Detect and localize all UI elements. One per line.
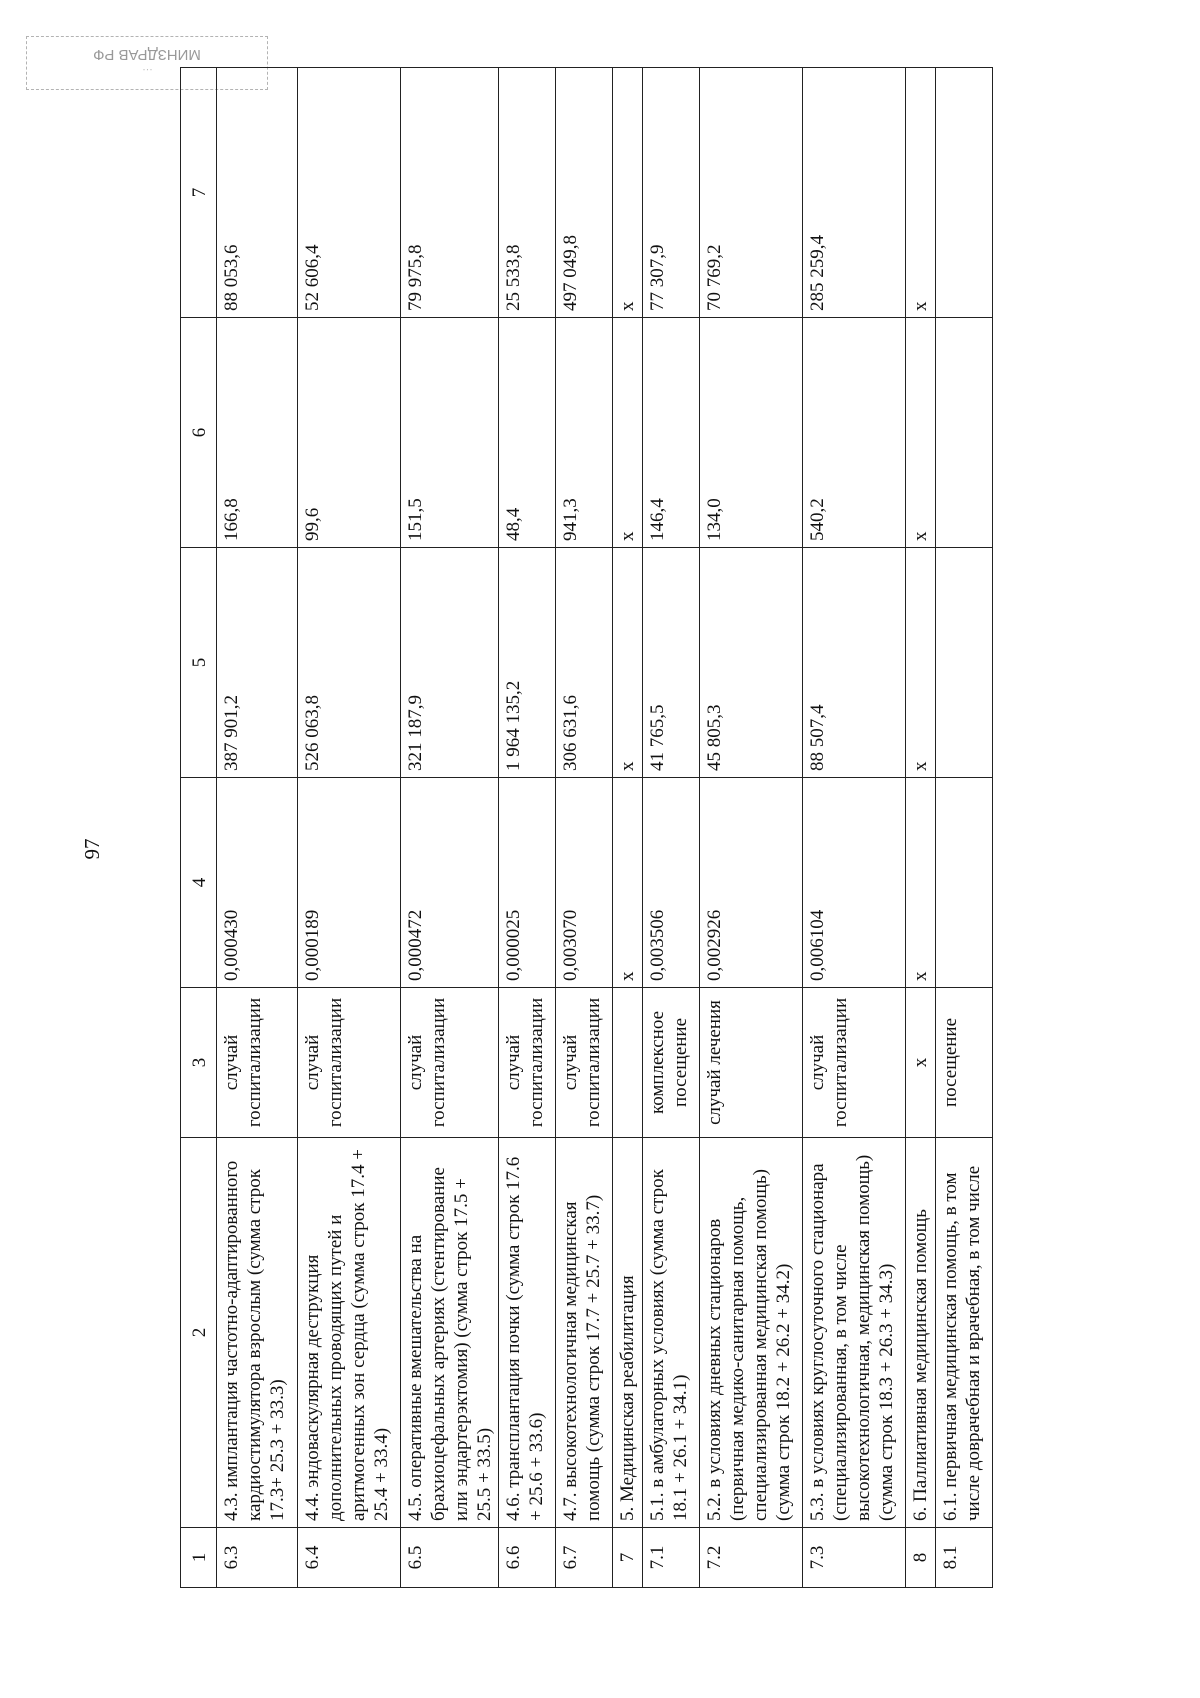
row-unit: случай госпитализации — [217, 988, 298, 1138]
row-unit: х — [906, 988, 936, 1138]
row-name: 4.7. высокотехнологичная медицинская помощь (сумма строк 17.7 + 25.7 + 33.7) — [556, 1138, 613, 1528]
row-unit: случай госпитализации — [298, 988, 401, 1138]
row-name: 4.5. оперативные вмешательства на брахиоцефальных артериях (стентирование или эндартерэктомия) (сумма строк 17.5 + 25.5 + 33.5) — [401, 1138, 499, 1528]
col-header-2: 2 — [181, 1138, 217, 1528]
row-norm: х — [906, 778, 936, 988]
stamp-line-1: … — [141, 66, 153, 78]
row-name: 6. Паллиативная медицинская помощь — [906, 1138, 936, 1528]
table-row — [217, 68, 298, 1588]
row-number: 7.2 — [700, 1528, 803, 1588]
row-name: 4.3. имплантация частотно-адаптированного кардиостимулятора взрослым (сумма строк 17.3+ 25.3 + 33.3) — [217, 1138, 298, 1528]
row-number: 8 — [906, 1528, 936, 1588]
row-unit: случай лечения — [700, 988, 803, 1138]
row-number: 8.1 — [936, 1528, 993, 1588]
table-row — [556, 68, 613, 1588]
row-sum — [936, 68, 993, 318]
row-per-capita: 48,4 — [499, 318, 556, 548]
row-number: 6.7 — [556, 1528, 613, 1588]
row-sum: 52 606,4 — [298, 68, 401, 318]
row-unit: посещение — [936, 988, 993, 1138]
row-norm: 0,003070 — [556, 778, 613, 988]
row-sum: 88 053,6 — [217, 68, 298, 318]
row-per-capita: 166,8 — [217, 318, 298, 548]
row-name: 5.1. в амбулаторных условиях (сумма строк 18.1 + 26.1 + 34.1) — [643, 1138, 700, 1528]
row-norm: 0,000472 — [401, 778, 499, 988]
column-number-row — [181, 68, 217, 1588]
row-number: 6.5 — [401, 1528, 499, 1588]
row-norm: 0,003506 — [643, 778, 700, 988]
row-per-capita: х — [906, 318, 936, 548]
col-header-4: 4 — [181, 778, 217, 988]
row-sum: 79 975,8 — [401, 68, 499, 318]
row-per-capita: 146,4 — [643, 318, 700, 548]
row-per-capita: 151,5 — [401, 318, 499, 548]
row-cost: 387 901,2 — [217, 548, 298, 778]
row-norm: 0,000189 — [298, 778, 401, 988]
row-sum: 497 049,8 — [556, 68, 613, 318]
col-header-1: 1 — [181, 1528, 217, 1588]
row-per-capita — [936, 318, 993, 548]
row-cost: 88 507,4 — [803, 548, 906, 778]
table-row — [401, 68, 499, 1588]
row-cost: 45 805,3 — [700, 548, 803, 778]
row-unit: комплексное посещение — [643, 988, 700, 1138]
row-name: 5.3. в условиях круглосуточного стационара (специализированная, в том числе высокотехнологичная, медицинская помощь) (сумма строк 18.3 + 26.3 + 34.3) — [803, 1138, 906, 1528]
table-row — [613, 68, 643, 1588]
row-cost: х — [906, 548, 936, 778]
row-name: 5.2. в условиях дневных стационаров (первичная медико-санитарная помощь, специализированная медицинская помощь) (сумма строк 18.2 + 26.2 + 34.2) — [700, 1138, 803, 1528]
row-norm — [936, 778, 993, 988]
row-name: 4.6. трансплантация почки (сумма строк 17.6 + 25.6 + 33.6) — [499, 1138, 556, 1528]
row-norm: х — [613, 778, 643, 988]
table-row — [499, 68, 556, 1588]
row-sum: 285 259,4 — [803, 68, 906, 318]
row-cost: х — [613, 548, 643, 778]
stamp-line-2: МИНЗДРАВ РФ — [93, 46, 201, 63]
row-cost: 41 765,5 — [643, 548, 700, 778]
row-number: 7 — [613, 1528, 643, 1588]
table-row — [700, 68, 803, 1588]
row-number: 6.6 — [499, 1528, 556, 1588]
row-cost: 306 631,6 — [556, 548, 613, 778]
row-cost: 1 964 135,2 — [499, 548, 556, 778]
table-row — [936, 68, 993, 1588]
row-norm: 0,006104 — [803, 778, 906, 988]
row-unit: случай госпитализации — [499, 988, 556, 1138]
col-header-5: 5 — [181, 548, 217, 778]
row-norm: 0,002926 — [700, 778, 803, 988]
col-header-7: 7 — [181, 68, 217, 318]
row-sum: х — [906, 68, 936, 318]
row-number: 7.3 — [803, 1528, 906, 1588]
norms-table — [180, 67, 993, 1588]
row-per-capita: 134,0 — [700, 318, 803, 548]
row-unit: случай госпитализации — [803, 988, 906, 1138]
col-header-6: 6 — [181, 318, 217, 548]
table-row — [643, 68, 700, 1588]
row-per-capita: 540,2 — [803, 318, 906, 548]
row-number: 7.1 — [643, 1528, 700, 1588]
page-number: 97 — [80, 838, 104, 860]
row-per-capita: 941,3 — [556, 318, 613, 548]
row-per-capita: 99,6 — [298, 318, 401, 548]
row-unit — [613, 988, 643, 1138]
row-cost: 526 063,8 — [298, 548, 401, 778]
row-sum: х — [613, 68, 643, 318]
row-sum: 70 769,2 — [700, 68, 803, 318]
row-name: 5. Медицинская реабилитация — [613, 1138, 643, 1528]
row-unit: случай госпитализации — [401, 988, 499, 1138]
col-header-3: 3 — [181, 988, 217, 1138]
table-row — [298, 68, 401, 1588]
row-norm: 0,000025 — [499, 778, 556, 988]
table-row — [803, 68, 906, 1588]
row-number: 6.3 — [217, 1528, 298, 1588]
row-number: 6.4 — [298, 1528, 401, 1588]
row-cost: 321 187,9 — [401, 548, 499, 778]
row-norm: 0,000430 — [217, 778, 298, 988]
row-per-capita: х — [613, 318, 643, 548]
row-name: 4.4. эндоваскулярная деструкция дополнительных проводящих путей и аритмогенных зон сердца (сумма строк 17.4 + 25.4 + 33.4) — [298, 1138, 401, 1528]
row-sum: 25 533,8 — [499, 68, 556, 318]
table-row — [906, 68, 936, 1588]
row-cost — [936, 548, 993, 778]
row-name: 6.1. первичная медицинская помощь, в том числе доврачебная и врачебная, в том числе — [936, 1138, 993, 1528]
row-sum: 77 307,9 — [643, 68, 700, 318]
row-unit: случай госпитализации — [556, 988, 613, 1138]
